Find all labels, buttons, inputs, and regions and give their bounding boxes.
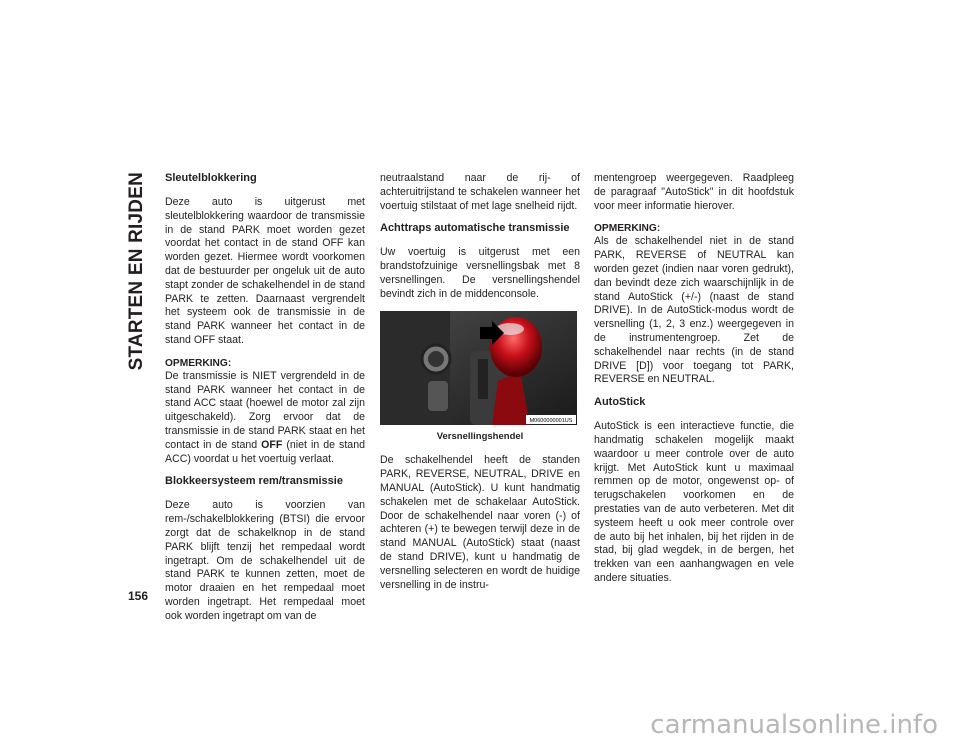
column-1 <box>165 172 365 633</box>
heading-transmission: Achttraps automatische transmissie <box>380 222 570 235</box>
paragraph: neutraalstand naar de rij- of achteruitrijstand te schakelen wanneer het voertuig stilstaat of met lage snelheid rijdt. <box>380 172 580 212</box>
paragraph: mentengroep weergegeven. Raadpleeg de paragraaf "AutoStick" in dit hoofdstuk voor meer informatie hierover. <box>594 172 794 212</box>
note-text: Als de schakelhendel niet in de stand PARK, REVERSE of NEUTRAL kan worden gezet (indien naar voren gedrukt), dan bevindt deze zich waarschijnlijk in de stand AutoStick (+/-) (naast de stand DRIVE). In de AutoStick-modus wordt de versnelling (1, 2, 3 enz.) weergegeven in de instrumentengroep. Zet de schakelhendel naar rechts (in de stand DRIVE [D]) voor toegang tot PARK, REVERSE en NEUTRAL. <box>594 235 794 386</box>
paragraph: AutoStick is een interactieve functie, die handmatig schakelen mogelijk maakt waardoor u meer controle over de auto krijgt. Met AutoStick kunt u maximaal remmen op de motor, ongewenst op- of terugschakelen voorkomen en de prestaties van de auto verbeteren. Met dit systeem heeft u ook meer controle over de auto bij het inhalen, bij het rijden in de stad, bij glad wegdek, in de bergen, het trekken van een aanhangwagen en vele andere situaties. <box>594 420 794 584</box>
note-label: OPMERKING: <box>165 357 232 369</box>
column-3 <box>594 172 794 595</box>
note-text: De transmissie is NIET vergrendeld in de stand PARK wanneer het contact in de stand ACC staat (hoewel de motor zal zijn uitgeschakeld). Zorg ervoor dat de transmissie in de stand PARK staat en het contact in de stand OFF (niet in de stand ACC) voordat u het voertuig verlaat. <box>165 369 365 465</box>
column-2 <box>380 172 580 601</box>
section-side-title: STARTEN EN RIJDEN <box>126 172 147 371</box>
gear-shifter-photo <box>380 311 577 425</box>
paragraph: De schakelhendel heeft de standen PARK, REVERSE, NEUTRAL, DRIVE en MANUAL (AutoStick). U kunt handmatig schakelen met de schakelaar AutoStick. Door de schakelhendel naar voren (-) of achteren (+) te bewegen terwijl deze in de stand MANUAL (AutoStick) staat (naast de stand DRIVE), kunt u handmatig de versnelling selecteren en wordt de huidige versnelling in de instru- <box>380 454 580 591</box>
svg-text:M0600000001US: M0600000001US <box>529 417 573 424</box>
page-number: 156 <box>128 589 149 603</box>
watermark-footer: carmanualsonline.info <box>650 710 938 740</box>
paragraph: Uw voertuig is uitgerust met een brandstofzuinige versnellingsbak met 8 versnellingen. De versnellingshendel bevindt zich in de middenconsole. <box>380 246 580 300</box>
note-label: OPMERKING: <box>594 223 661 235</box>
paragraph: Deze auto is uitgerust met sleutelblokkering waardoor de transmissie in de stand PARK moet worden gezet voordat het contact in de stand OFF kan worden gezet. Hiermee wordt voorkomen dat de bestuurder per ongeluk uit de auto stapt zonder de schakelhendel in de stand PARK te zetten. Daarnaast vergrendelt het systeem ook de transmissie in de stand PARK wanneer het contact in de stand OFF staat. <box>165 196 365 346</box>
heading-autostick: AutoStick <box>594 396 646 409</box>
heading-sleutelblokkering: Sleutelblokkering <box>165 172 257 184</box>
heading-btsi: Blokkeersysteem rem/transmissie <box>165 475 343 488</box>
figure-caption: Versnellingshendel <box>436 430 524 442</box>
paragraph: Deze auto is voorzien van rem-/schakelblokkering (BTSI) die ervoor zorgt dat de schakelknop in de stand PARK blijft tenzij het rempedaal wordt ingetrapt. Om de schakelhendel uit de stand PARK te kunnen zetten, moet de motor draaien en het rempedaal moet worden ingetrapt. Het rempedaal moet ook worden ingetrapt om van de <box>165 499 365 622</box>
